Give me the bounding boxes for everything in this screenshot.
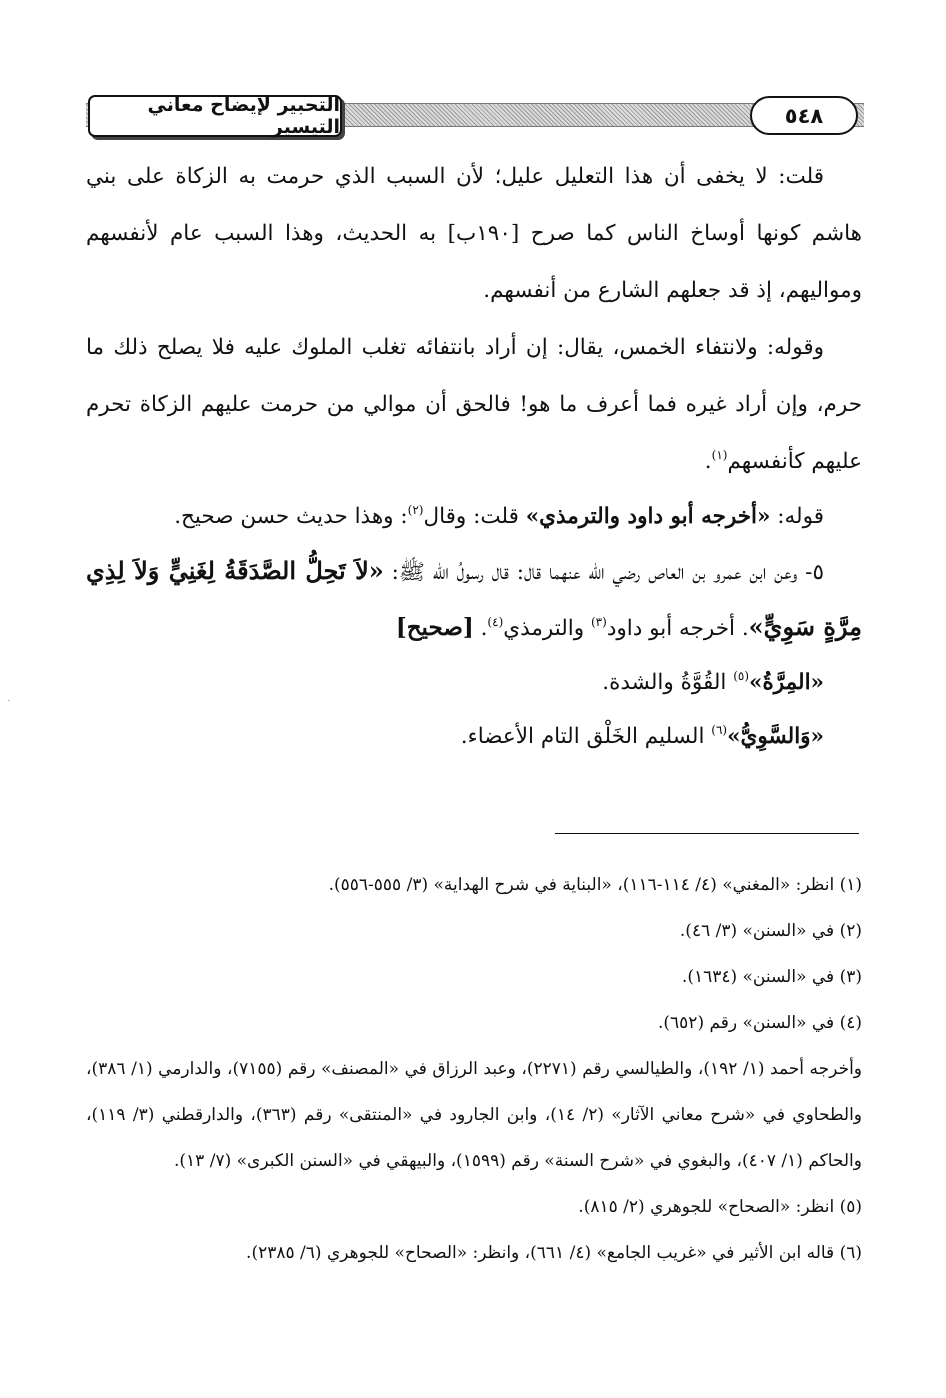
paragraph-3-mid: قلت: وقال <box>423 504 526 529</box>
footnote-4: (٤) في «السنن» رقم (٦٥٢). <box>657 1013 862 1033</box>
gloss-2 <box>86 710 862 764</box>
footnote-ref-3: (٣) <box>590 615 607 629</box>
hadith-text: «لاَ تَحِلُّ الصَّدَقَةُ لِغَنِيٍّ وَلاَ لِذِي مِرَّةٍ سَوِيٍّ» <box>86 556 862 641</box>
footnote-6: (٦) قاله ابن الأثير في «غريب الجامع» (٤/ ٦٦١)، وانظر: «الصحاح» للجوهري (٦/ ٢٣٨٥). <box>246 1243 862 1263</box>
footnote-ref-5: (٥) <box>733 669 750 683</box>
book-title: التحبير لإيضاح معاني التيسير <box>88 95 342 137</box>
footnote-3: (٣) في «السنن» (١٦٣٤). <box>681 967 862 987</box>
hadith-intro: ٥- وعن ابن عمرو بن العاص رضي الله عنهما قال: قال رسولُ الله ﷺ: <box>383 560 825 585</box>
hadith-grade: [صحيح] <box>395 614 474 641</box>
paragraph-3-lead: قوله: <box>770 504 824 529</box>
footnote-1: (١) انظر: «المغني» (٤/ ١١٤-١١٦)، «البناية في شرح الهداية» (٣/ ٥٥٥-٥٥٦). <box>328 875 862 895</box>
gloss-1-text: القُوَّةُ والشدة. <box>602 670 734 695</box>
gloss-2-word: «وَالسَّوِيُّ» <box>727 724 824 749</box>
scan-mark <box>8 700 10 701</box>
paragraph-3-end: : وهذا حديث حسن صحيح. <box>174 504 408 529</box>
footnote-separator <box>555 833 859 834</box>
footnote-2: (٢) في «السنن» (٣/ ٤٦). <box>679 921 862 941</box>
hadith-paragraph <box>86 544 862 656</box>
running-header <box>86 95 864 139</box>
main-text <box>86 148 862 764</box>
gloss-1-word: «المِرَّةُ» <box>749 670 824 695</box>
gloss-1 <box>86 656 862 710</box>
footnotes <box>86 862 862 1276</box>
footnote-ref-1: (١) <box>711 448 728 462</box>
footnote-ref-2: (٢) <box>407 503 424 517</box>
hadith-source-2: والترمذي <box>503 616 591 641</box>
footnote-4-continuation: وأخرجه أحمد (١/ ١٩٢)، والطيالسي رقم (٢٢٧١)، وعبد الرزاق في «المصنف» رقم (٧١٥٥)، والدارمي (١/ ٣٨٦)، والطحاوي في «شرح معاني الآثار» (٢/ ١٤)، وابن الجارود في «المنتقى» رقم (٣٦٣)، والدارقطني (٣/ ١١٩)، والحاكم (١/ ٤٠٧)، والبغوي في «شرح السنة» رقم (١٥٩٩)، والبيهقي في «السنن الكبرى» (٧/ ١٣). <box>86 1059 863 1171</box>
footnote-ref-4: (٤) <box>487 615 504 629</box>
footnote-5: (٥) انظر: «الصحاح» للجوهري (٢/ ٨١٥). <box>578 1197 862 1217</box>
quoted-phrase: «أخرجه أبو داود والترمذي» <box>525 504 771 529</box>
paragraph-2-end: . <box>704 449 712 474</box>
paragraph-2-text: وقوله: ولانتفاء الخمس، يقال: إن أراد بانتفائه تغلب الملوك عليه فلا يصلح ذلك ما حرم، وإن أراد غيره فما أعرف ما هو! فالحق أن موالي من حرمت عليهم الزكاة تحرم عليهم كأنفسهم <box>86 335 862 474</box>
gloss-2-text: السليم الخَلْق التام الأعضاء. <box>460 724 712 749</box>
paragraph-1: قلت: لا يخفى أن هذا التعليل عليل؛ لأن السبب الذي حرمت به الزكاة على بني هاشم كونها أوساخ الناس كما صرح [١٩٠ب] به الحديث، وهذا السبب عام لأنفسهم ومواليهم، إذ قد جعلهم الشارع من أنفسهم. <box>86 164 862 303</box>
footnote-ref-6: (٦) <box>711 723 728 737</box>
hadith-source-end: . <box>473 616 488 641</box>
paragraph-3 <box>86 490 862 544</box>
page-number: ٥٤٨ <box>750 96 858 135</box>
hadith-source: . أخرجه أبو داود <box>606 616 749 641</box>
paragraph-2 <box>86 319 862 490</box>
